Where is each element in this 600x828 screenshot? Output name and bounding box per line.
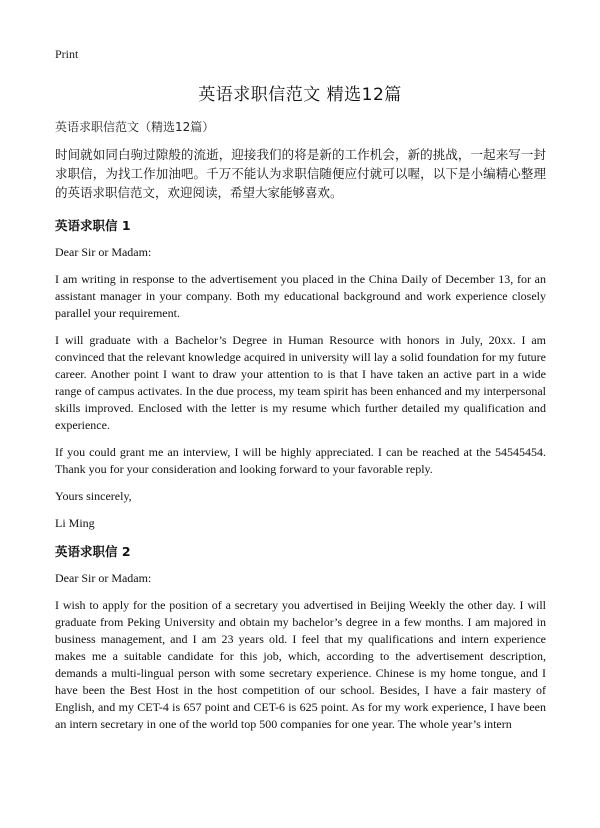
- document-body: [55, 118, 546, 743]
- letter-signature: Li Ming: [55, 516, 95, 530]
- letter-paragraph: If you could grant me an interview, I will be highly appreciated. I can be reached at the 54545454. Thank you for your consideration and looking forward to your favorable reply.: [55, 445, 546, 476]
- letter-paragraph: I am writing in response to the advertisement you placed in the China Daily of December 13, for an assistant manager in your company. Both my educational background and work experience closely parallel your requirement.: [55, 272, 546, 320]
- print-link[interactable]: Print: [55, 47, 79, 61]
- letter-paragraph: I will graduate with a Bachelor’s Degree in Human Resource with honors in July, 20xx. I am convinced that the relevant knowledge acquired in university will lay a solid foundation for my future career. Another point I want to draw your attention to is that I have taken an active part in a wide range of campus activates. In the due process, my team spirit has been enhanced and my interpersonal skills improved. Enclosed with the letter is my resume which further detailed my qualification and experience.: [55, 333, 546, 432]
- letter-section: [55, 216, 546, 532]
- letter-salutation: Dear Sir or Madam:: [55, 571, 152, 585]
- letter-section: [55, 542, 546, 733]
- letter-salutation: Dear Sir or Madam:: [55, 245, 152, 259]
- letter-paragraph: I wish to apply for the position of a secretary you advertised in Beijing Weekly the other day. I will graduate from Peking University and obtain my bachelor’s degree in a few months. I am majored in business management, and I am 23 years old. I feel that my qualifications and intern experience makes me a suitable candidate for this job, which, according to the advertisement description, demands a multi-lingual person with some secretary experience. Chinese is my home tongue, and I have been the Best Host in the host competition of our school. Besides, I have a fair mastery of English, and my CET-4 is 657 point and CET-6 is 625 point. As for my work experience, I have been an intern secretary in one of the world top 500 companies for one year. The whole year’s intern: [55, 598, 546, 731]
- document-subtitle: 英语求职信范文（精选12篇）: [55, 120, 215, 134]
- letter-closing: Yours sincerely,: [55, 489, 132, 503]
- document-title: 英语求职信范文 精选12篇: [198, 85, 402, 105]
- letter-heading: 英语求职信 2: [55, 544, 131, 559]
- letter-heading: 英语求职信 1: [55, 218, 131, 233]
- intro-paragraph: 时间就如同白驹过隙般的流逝，迎接我们的将是新的工作机会，新的挑战，一起来写一封求职信，为找工作加油吧。千万不能认为求职信随便应付就可以喔，以下是小编精心整理的英语求职信范文，欢迎阅读，希望大家能够喜欢。: [55, 147, 546, 200]
